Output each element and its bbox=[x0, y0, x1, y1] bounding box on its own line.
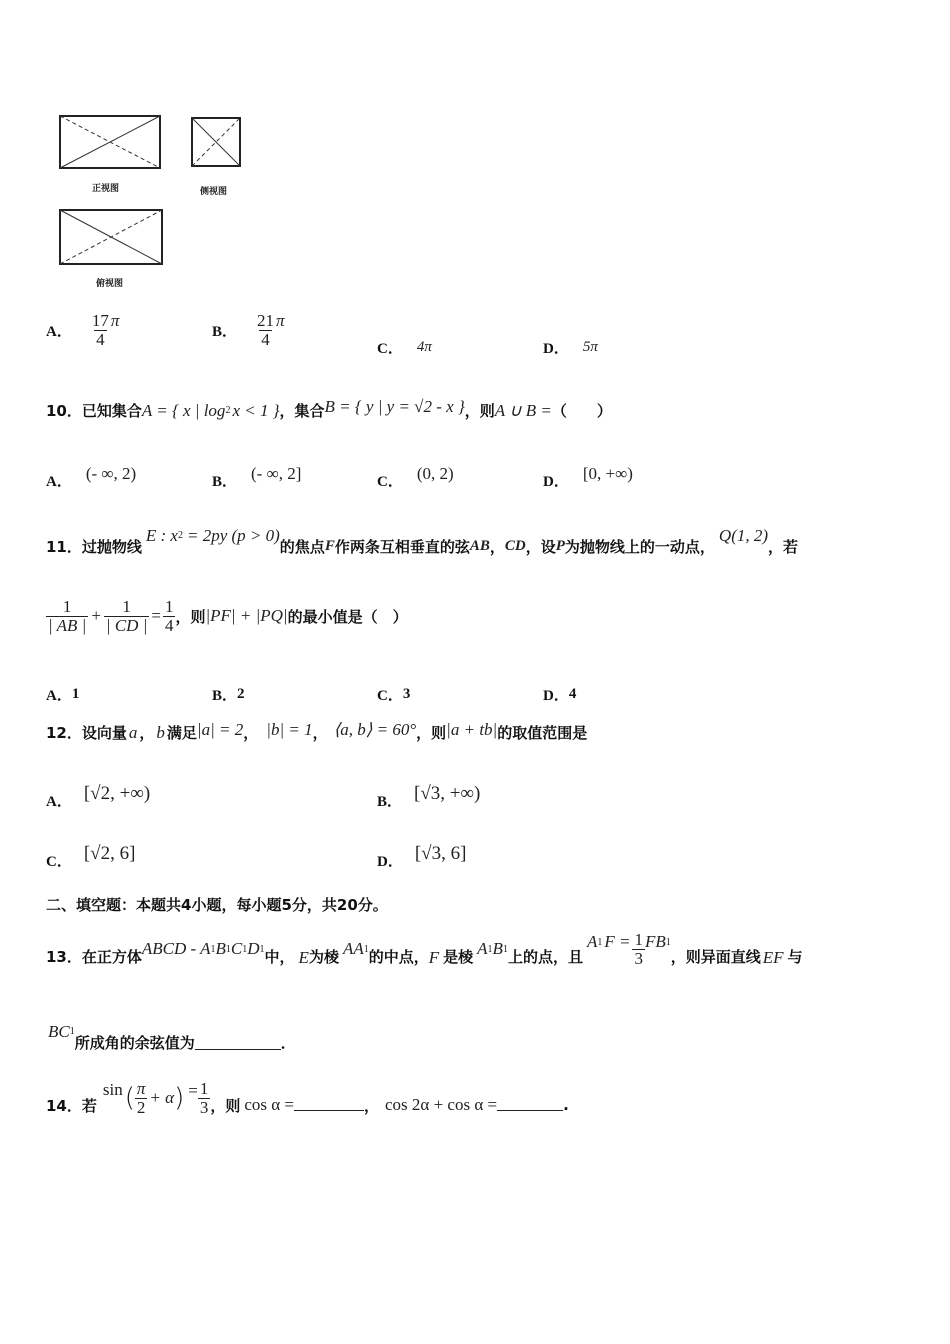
fraction: $\frac{1}{4}$ bbox=[164, 597, 174, 635]
top-view-drawing bbox=[60, 210, 162, 264]
top-view-label: 俯视图 bbox=[96, 279, 124, 289]
q11-stem-line1: 11． 过抛物线 E : x 2 = 2py (p > 0) 的焦点 F 作两条互相垂直的弦 AB ， CD ，设 P 为抛物线上的一动点， Q(1, 2) ，若 bbox=[46, 525, 799, 556]
q9-option-c[interactable]: C． 4π bbox=[377, 339, 432, 357]
three-view-figure bbox=[56, 112, 246, 292]
q12-option-a[interactable]: A． [√2, +∞) bbox=[46, 782, 151, 810]
q12-stem: 12． 设向量 a ， b 满足 |a| = 2 ， |b| = 1 ， ⟨a, b⟩ = 60° ，则 |a + tb| 的取值范围是 bbox=[46, 719, 588, 742]
q14-answer-blank-2[interactable] bbox=[497, 1096, 563, 1111]
front-view-label: 正视图 bbox=[92, 184, 120, 194]
q11-option-c[interactable]: C． 3 bbox=[377, 686, 411, 704]
q11-option-a[interactable]: A． 1 bbox=[46, 686, 80, 704]
side-view-label: 侧视图 bbox=[200, 187, 228, 197]
q13-stem-line1: 13． 在正方体 ABCD - A 1 B 1 C 1 D 1 中， E 为棱 AA 1 的中点， F 是棱 A 1 B 1 上的点，且 A 1 F = $\frac{1}{3}$ FB 1 ，则异面直线 EF 与 bbox=[46, 929, 803, 968]
q9-option-a[interactable]: A． $\frac{17}{4}$ π bbox=[46, 311, 120, 349]
q12-option-d[interactable]: D． [√3, 6] bbox=[377, 842, 467, 870]
q12-option-b[interactable]: B． [√3, +∞) bbox=[377, 782, 481, 810]
q14-answer-blank-1[interactable] bbox=[294, 1096, 364, 1111]
fraction: $\frac{1}{| CD |}$ bbox=[105, 597, 148, 635]
fraction: $\frac{\pi}{2}$ bbox=[136, 1079, 146, 1117]
fraction: $\frac{1}{3}$ bbox=[199, 1079, 209, 1117]
fraction: $\frac{21}{4}$ bbox=[257, 311, 275, 349]
section-heading: 二、填空题：本题共4小题，每小题5分，共20分。 bbox=[46, 896, 388, 914]
q11-option-d[interactable]: D． 4 bbox=[543, 686, 577, 704]
q10-option-c[interactable]: C． (0, 2) bbox=[377, 463, 454, 490]
q13-stem-line2: BC 1 所成角的余弦值为 ． bbox=[48, 1021, 296, 1052]
fraction: $\frac{17}{4}$ bbox=[91, 311, 109, 349]
q11-option-b[interactable]: B． 2 bbox=[212, 686, 245, 704]
fraction: $\frac{1}{| AB |}$ bbox=[48, 597, 87, 635]
q13-answer-blank[interactable] bbox=[195, 1035, 281, 1050]
q10-option-b[interactable]: B． (- ∞, 2] bbox=[212, 463, 302, 490]
q10-option-a[interactable]: A． (- ∞, 2) bbox=[46, 463, 137, 490]
q12-option-c[interactable]: C． [√2, 6] bbox=[46, 842, 136, 870]
q10-option-d[interactable]: D． [0, +∞) bbox=[543, 463, 633, 490]
fraction: $\frac{1}{3}$ bbox=[634, 929, 643, 968]
q11-stem-line2: $\frac{1}{| AB |}$ + $\frac{1}{| CD |}$ = $\frac{1}{4}$ ，则 |PF| + |PQ| 的最小值是（ ） bbox=[48, 597, 408, 635]
side-view-drawing bbox=[192, 118, 240, 166]
front-view-drawing bbox=[60, 116, 160, 168]
q9-option-d[interactable]: D． 5π bbox=[543, 339, 598, 357]
q10-stem: 10． 已知集合 A = { x | log 2 x < 1 } ，集合 B = { y | y = √2 - x } ，则 A ∪ B = （ ） bbox=[46, 396, 612, 420]
q14-stem: 14． 若 sin ( $\frac{\pi}{2}$ + α ) = $\frac{1}{3}$ ，则 cos α = ， cos 2α + cos α = . bbox=[46, 1079, 569, 1117]
q9-option-b[interactable]: B． $\frac{21}{4}$ π bbox=[212, 311, 285, 349]
